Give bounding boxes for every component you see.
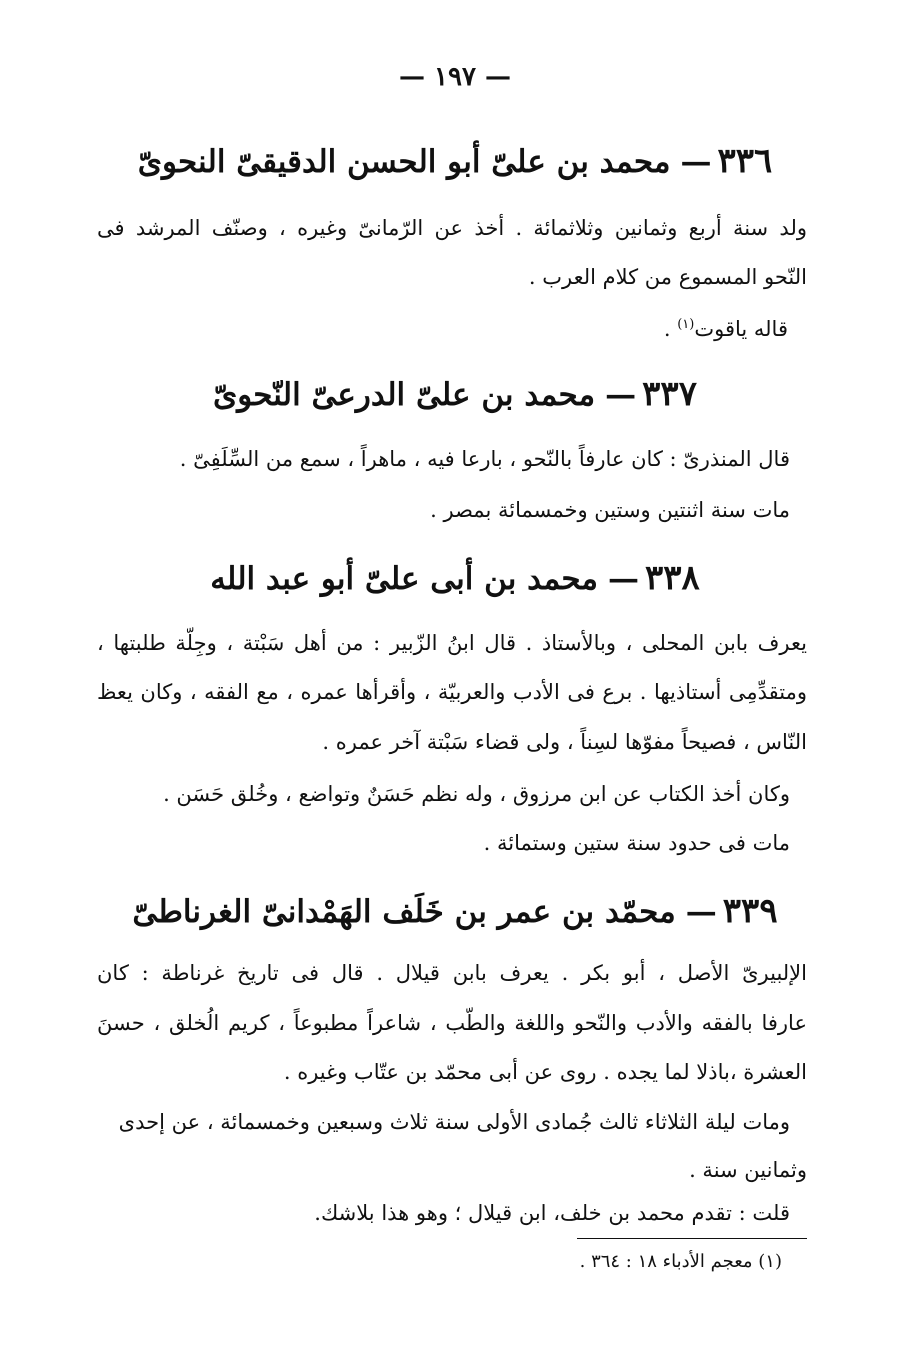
entry-number: ٣٣٧ [642,374,697,414]
entry-name: محمد بن أبى علىّ أبو عبد الله [210,561,598,597]
heading-dash: — [685,894,717,930]
text-line: يعرف بابن المحلى ، وبالأستاذ . قال ابنُ الزّبير : من أهل سَبْتة ، وجِلّة طلبتها ، [97,631,807,655]
heading-dash: — [605,377,637,413]
footnote-divider [577,1238,807,1239]
entry-name: محمد بن علىّ أبو الحسن الدقيقىّ النحوىّ [137,144,671,180]
text-line: وثمانين سنة . [689,1158,807,1182]
heading-dash: — [608,561,639,597]
entry-heading-338 [0,558,910,599]
entry-number: ٣٣٨ [645,558,700,598]
entry-number: ٣٣٩ [722,891,778,931]
text-line: قلت : تقدم محمد بن خلف، ابن قيلال ؛ وهو هذا بلاشك. [314,1201,790,1225]
text-line: ولد سنة أربع وثمانين وثلاثمائة . أخذ عن الرّمانىّ وغيره ، وصنّف المرشد فى [97,216,807,240]
text-line: العشرة ،باذلا لما يجده . روى عن أبى محمّد بن عتّاب وغيره . [283,1060,807,1084]
entry-heading-337 [0,374,910,415]
entry-heading-339 [0,891,910,932]
text-line: وكان أخذ الكتاب عن ابن مرزوق ، وله نظم حَسَنٌ وتواضع ، وخُلق حَسَن . [163,782,790,806]
entry-name: محمّد بن عمر بن خَلَف الهَمْدانىّ الغرناطىّ [132,894,676,930]
text-line: النّحو المسموع من كلام العرب . [528,265,807,289]
text-line: عارفا بالفقه والأدب والنّحو واللغة والطّب ، شاعراً مطبوعاً ، كريم الُخلق ، حسنَ [97,1011,807,1035]
text-line: ومات ليلة الثلاثاء ثالث جُمادى الأولى سنة ثلاث وسبعين وخمسمائة ، عن إحدى [118,1110,790,1134]
text-line: ومتقدِّمِى أستاذيها . برع فى الأدب والعربيّة ، وأقرأها عمره ، مع الفقه ، وكان يعظ [97,680,807,704]
heading-dash: — [680,144,712,180]
entry-number: ٣٣٦ [717,141,773,181]
text-line: مات سنة اثنتين وستين وخمسمائة بمصر . [430,498,790,522]
footnote: (١) معجم الأدباء ١٨ : ٣٦٤ . [579,1251,782,1272]
text-line: قال المنذرىّ : كان عارفاً بالنّحو ، بارعا فيه ، ماهراً ، سمع من السِّلَفِىّ . [179,447,790,471]
text-line: مات فى حدود سنة ستين وستمائة . [483,831,790,855]
page-number: — ١٩٧ — [398,62,512,92]
citation-text: قاله ياقوت [694,317,788,341]
citation-end: . [663,317,678,341]
entry-name: محمد بن علىّ الدرعىّ النّحوىّ [213,377,596,413]
text-line: النّاس ، فصيحاً مفوّها لسِناً ، ولى قضاء سَبْتة آخر عمره . [322,730,807,754]
citation-line [664,310,788,344]
footnote-marker: (١) [677,317,695,332]
entry-heading-336 [0,141,910,182]
text-line: الإلبيرىّ الأصل ، أبو بكر . يعرف بابن قيلال . قال فى تاريخ غرناطة : كان [97,961,807,985]
